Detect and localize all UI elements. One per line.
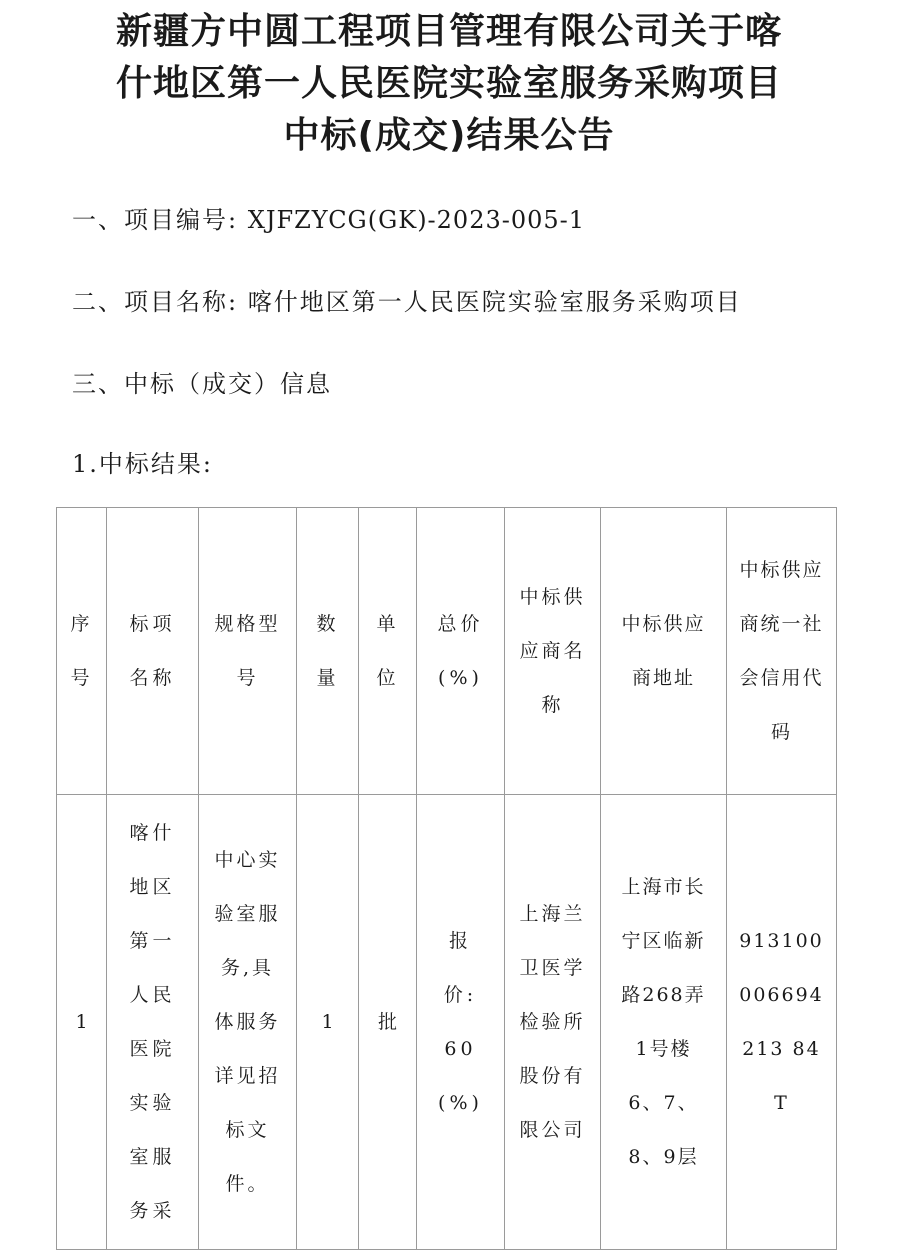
project-number-label: 一、项目编号: — [72, 206, 239, 234]
project-name-line — [72, 282, 742, 317]
title-line-1: 新疆方中圆工程项目管理有限公司关于喀 — [115, 11, 782, 52]
header-cell-no: 序号 — [57, 508, 107, 795]
project-name-label: 二、项目名称: — [72, 288, 239, 316]
cell-credit-code: 913100006694213 84T — [727, 795, 837, 1250]
bid-result-table — [56, 507, 837, 1250]
bid-result-heading: 1.中标结果: — [72, 450, 213, 478]
cell-no: 1 — [57, 795, 107, 1250]
cell-quantity: 1 — [297, 795, 359, 1250]
title-line-3: 中标(成交)结果公告 — [283, 115, 615, 156]
bid-info-heading: 三、中标（成交）信息 — [72, 370, 332, 398]
cell-spec: 中心实验室服务,具体服务详见招标文件。 — [199, 795, 297, 1250]
header-cell-total-price: 总价(%) — [417, 508, 505, 795]
table-header-row — [57, 508, 837, 795]
table-row — [57, 795, 837, 1250]
header-cell-supplier-address: 中标供应商地址 — [601, 508, 727, 795]
cell-item-name: 喀什地区第一人民医院实验室服务采 — [107, 795, 199, 1250]
header-cell-quantity: 数量 — [297, 508, 359, 795]
cell-price: 报价:60(%) — [417, 795, 505, 1250]
project-name-value: 喀什地区第一人民医院实验室服务采购项目 — [247, 288, 742, 316]
project-number-line — [72, 200, 585, 235]
cell-supplier-address: 上海市长宁区临新路268弄1号楼6、7、8、9层 — [601, 795, 727, 1250]
header-cell-supplier-name: 中标供应商名称 — [505, 508, 601, 795]
header-cell-spec: 规格型号 — [199, 508, 297, 795]
project-number-value: XJFZYCG(GK)-2023-005-1 — [247, 206, 586, 234]
header-cell-item-name: 标项名称 — [107, 508, 199, 795]
cell-supplier-name: 上海兰卫医学检验所股份有限公司 — [505, 795, 601, 1250]
cell-unit: 批 — [359, 795, 417, 1250]
header-cell-credit-code: 中标供应商统一社会信用代码 — [727, 508, 837, 795]
title-line-2: 什地区第一人民医院实验室服务采购项目 — [115, 63, 782, 104]
header-cell-unit: 单位 — [359, 508, 417, 795]
